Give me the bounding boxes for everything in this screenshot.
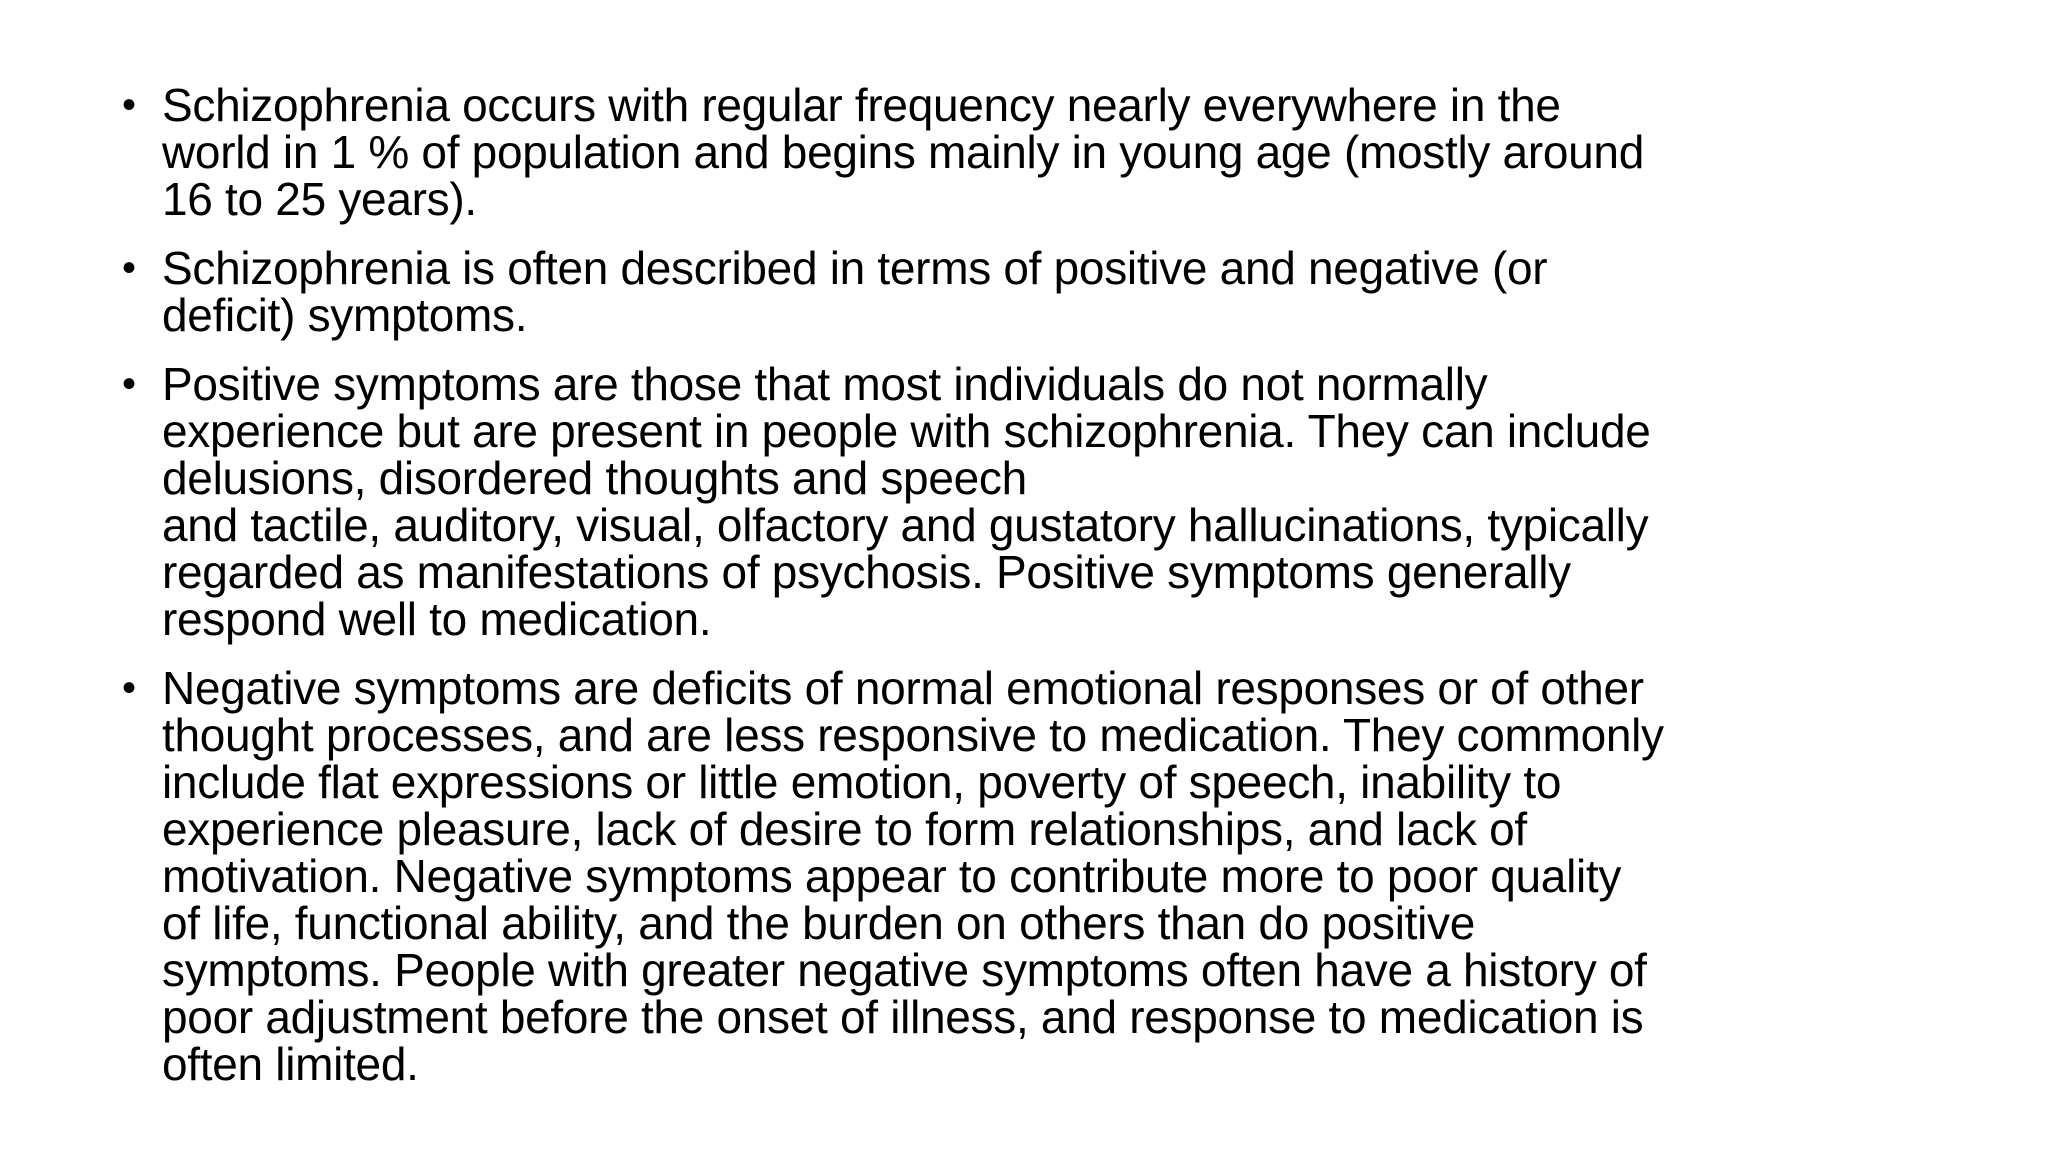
bullet-text-line: symptoms. People with greater negative symptoms often have a history of bbox=[162, 944, 1647, 996]
bullet-text-line: 16 to 25 years). bbox=[162, 173, 477, 225]
bullet-item-positive-symptoms bbox=[118, 358, 1898, 645]
bullet-text-line: experience but are present in people with schizophrenia. They can include bbox=[162, 405, 1651, 457]
bullet-marker: • bbox=[122, 83, 136, 127]
bullet-text-line: poor adjustment before the onset of illness, and response to medication is bbox=[162, 991, 1644, 1043]
bullet-item-negative-symptoms bbox=[118, 662, 1898, 1090]
bullet-text-line: deficit) symptoms. bbox=[162, 289, 528, 341]
bullet-text-line: regarded as manifestations of psychosis. Positive symptoms generally bbox=[162, 546, 1571, 598]
bullet-text-line: respond well to medication. bbox=[162, 593, 712, 645]
bullet-marker: • bbox=[122, 666, 136, 710]
bullet-text-line: delusions, disordered thoughts and speech bbox=[162, 452, 1027, 504]
bullet-marker: • bbox=[122, 246, 136, 290]
bullet-item-symptom-types bbox=[118, 242, 1898, 341]
bullet-text-line: world in 1 % of population and begins mainly in young age (mostly around bbox=[162, 126, 1644, 178]
bullet-text-line: motivation. Negative symptoms appear to contribute more to poor quality bbox=[162, 850, 1622, 902]
bullet-marker: • bbox=[122, 362, 136, 406]
bullet-text-line: of life, functional ability, and the burden on others than do positive bbox=[162, 897, 1476, 949]
bullet-text-line: Negative symptoms are deficits of normal emotional responses or of other bbox=[162, 662, 1644, 714]
bullet-text-line: Schizophrenia occurs with regular frequency nearly everywhere in the bbox=[162, 79, 1561, 131]
bullet-text-line: Positive symptoms are those that most individuals do not normally bbox=[162, 358, 1488, 410]
bullet-text-line: include flat expressions or little emotion, poverty of speech, inability to bbox=[162, 756, 1562, 808]
bullet-text-line: experience pleasure, lack of desire to form relationships, and lack of bbox=[162, 803, 1527, 855]
bullet-text-line: thought processes, and are less responsive to medication. They commonly bbox=[162, 709, 1664, 761]
bullet-item-prevalence bbox=[118, 79, 1898, 225]
slide-body bbox=[118, 79, 1898, 1110]
bullet-text-line: Schizophrenia is often described in terms of positive and negative (or bbox=[162, 242, 1548, 294]
bullet-text-line: often limited. bbox=[162, 1038, 419, 1090]
bullet-list bbox=[118, 79, 1898, 1090]
bullet-text-line: and tactile, auditory, visual, olfactory and gustatory hallucinations, typically bbox=[162, 499, 1649, 551]
